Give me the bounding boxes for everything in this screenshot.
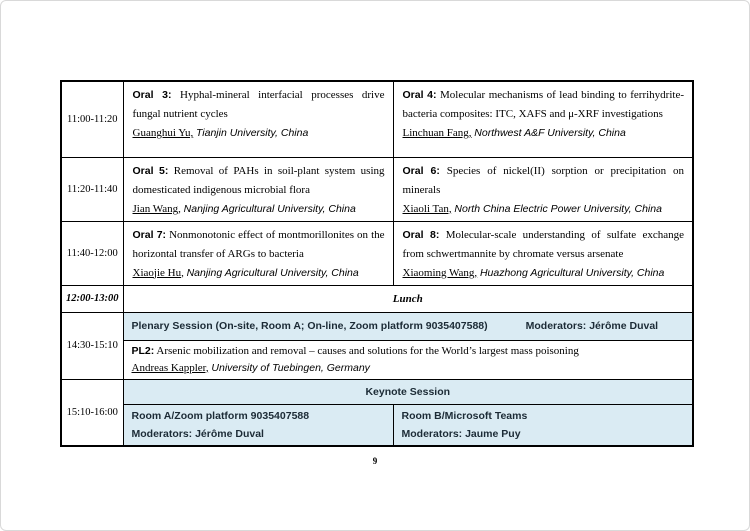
room-label: Room A/Zoom platform 9035407588	[131, 409, 310, 422]
speaker-line	[403, 200, 685, 219]
session-code: Oral 3:	[132, 89, 172, 101]
session-title	[133, 226, 385, 264]
time-cell-lunch: 12:00-13:00	[61, 285, 123, 312]
speaker-affiliation: Huazhong Agricultural University, China	[479, 266, 665, 279]
session-cell-oral-6	[393, 157, 693, 221]
speaker-name: Andreas Kappler,	[131, 361, 209, 374]
session-title	[403, 162, 685, 200]
session-title-text: Arsenic mobilization and removal – causes and solutions for the World’s largest mass poisoning	[156, 344, 579, 357]
session-title	[133, 86, 385, 124]
session-code: Oral 8:	[402, 228, 440, 241]
session-cell-oral-4	[393, 81, 693, 157]
table-row-keynote-rooms	[61, 404, 693, 446]
time-cell: 11:00-11:20	[61, 81, 123, 157]
speaker-name: Xiaoming Wang,	[402, 266, 478, 279]
session-code: Oral 5:	[132, 164, 169, 177]
speaker-affiliation: Northwest A&F University, China	[474, 127, 626, 139]
speaker-line	[132, 360, 685, 377]
speaker-affiliation: North China Electric Power University, China	[454, 202, 662, 215]
session-cell-oral-8	[393, 221, 693, 285]
session-title	[133, 162, 385, 200]
session-title-text: Removal of PAHs in soil-plant system using domesticated indigenous microbial flora	[132, 164, 385, 196]
speaker-name: Guanghui Yu,	[132, 127, 194, 139]
session-code: Oral 4:	[402, 89, 437, 101]
speaker-name: Xiaojie Hu,	[132, 266, 184, 279]
session-title-text: Nonmonotonic effect of montmorillonites on the horizontal transfer of ARGs to bacteria	[132, 228, 385, 260]
plenary-session-header	[123, 312, 693, 340]
session-title-text: Hyphal-mineral interfacial processes drive fungal nutrient cycles	[132, 89, 385, 120]
session-cell-oral-7	[123, 221, 393, 285]
table-row-keynote-header	[61, 379, 693, 404]
time-cell: 11:40-12:00	[61, 221, 123, 285]
plenary-talk-title	[132, 343, 685, 360]
session-code: PL2:	[131, 344, 155, 357]
speaker-affiliation: Tianjin University, China	[195, 127, 309, 139]
lunch-cell: Lunch	[123, 285, 693, 312]
session-title-text: Species of nickel(II) sorption or precipitation on minerals	[402, 164, 684, 196]
speaker-name: Jian Wang,	[132, 202, 181, 215]
session-code: Oral 6:	[402, 164, 440, 177]
keynote-room-a-cell	[123, 404, 393, 446]
speaker-line	[133, 124, 385, 143]
speaker-name: Linchuan Fang,	[402, 127, 472, 139]
session-title-text: Molecular-scale understanding of sulfate exchange from schwertmannite by chromate versus arsenate	[402, 228, 685, 260]
session-cell-oral-5	[123, 157, 393, 221]
room-label: Room B/Microsoft Teams	[401, 409, 528, 422]
speaker-line	[133, 200, 385, 219]
speaker-line	[403, 264, 685, 283]
session-cell-oral-3	[123, 81, 393, 157]
session-title	[403, 226, 685, 264]
speaker-affiliation: Nanjing Agricultural University, China	[186, 266, 359, 279]
speaker-affiliation: University of Tuebingen, Germany	[211, 361, 370, 374]
table-row	[61, 157, 693, 221]
table-row	[61, 81, 693, 157]
speaker-line	[133, 264, 385, 283]
keynote-room-b-cell	[393, 404, 693, 446]
table-row	[61, 221, 693, 285]
session-code: Oral 7:	[132, 228, 167, 241]
page-number: 9	[372, 456, 378, 466]
session-title-text: Molecular mechanisms of lead binding to ferrihydrite-bacteria composites: ITC, XAFS and μ-XRF investigations	[402, 89, 684, 120]
room-moderators: Moderators: Jaume Puy	[401, 427, 521, 440]
speaker-name: Xiaoli Tan,	[402, 202, 452, 215]
plenary-session-title: Plenary Session (On-site, Room A; On-line, Zoom platform 9035407588)	[131, 320, 488, 332]
table-row-lunch	[61, 285, 693, 312]
room-moderators: Moderators: Jérôme Duval	[131, 427, 264, 440]
speaker-line	[403, 124, 685, 143]
time-cell-plenary: 14:30-15:10	[61, 312, 123, 379]
plenary-talk-cell	[123, 340, 693, 379]
session-title	[403, 86, 685, 124]
keynote-session-header: Keynote Session	[123, 379, 693, 404]
plenary-moderators: Moderators: Jérôme Duval	[525, 320, 659, 332]
time-cell: 11:20-11:40	[61, 157, 123, 221]
conference-schedule-table	[60, 80, 694, 447]
time-cell-keynote: 15:10-16:00	[61, 379, 123, 446]
plenary-header-line	[132, 320, 685, 332]
table-row-plenary-talk	[61, 340, 693, 379]
table-row-plenary-header	[61, 312, 693, 340]
speaker-affiliation: Nanjing Agricultural University, China	[183, 202, 356, 215]
